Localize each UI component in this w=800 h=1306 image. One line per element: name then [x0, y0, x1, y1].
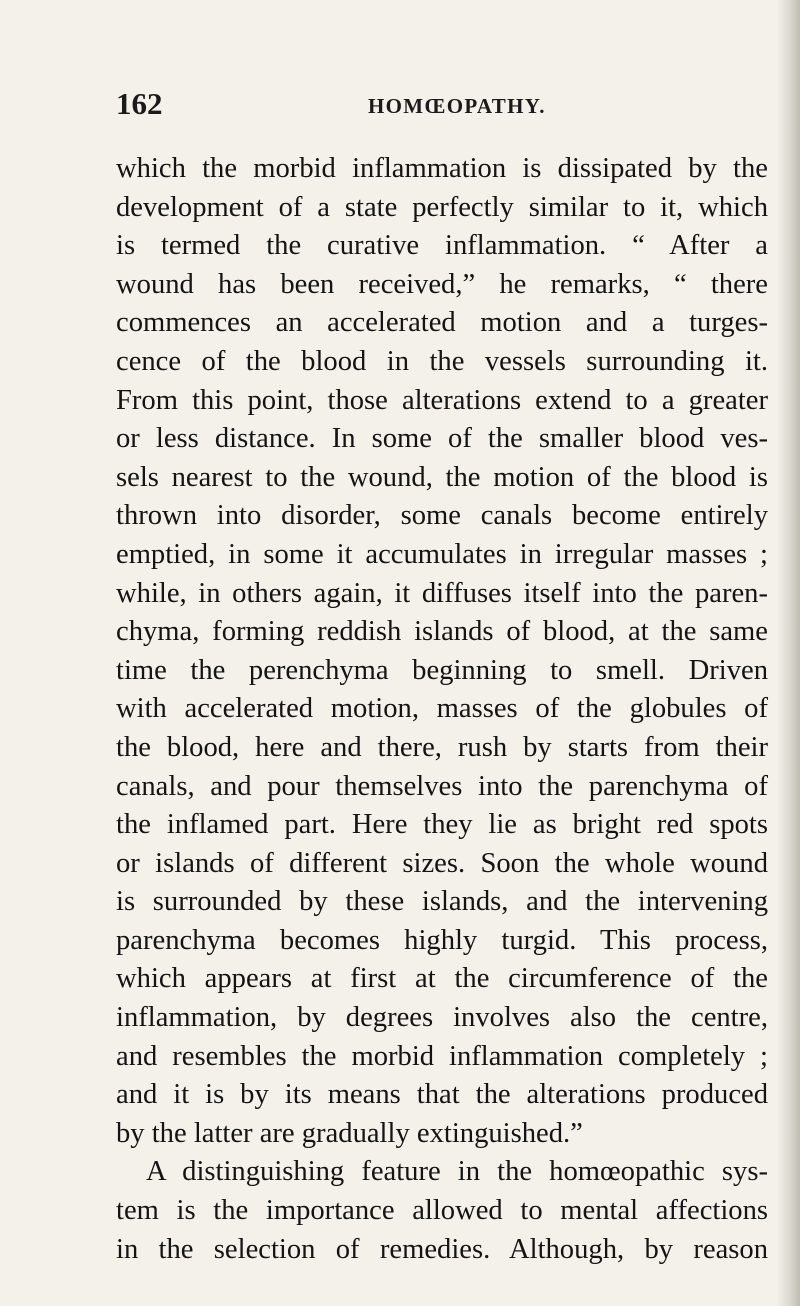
text-line: time the perenchyma beginning to smell. Driven	[116, 654, 768, 686]
text-line: thrown into disorder, some canals become entirely	[116, 500, 768, 532]
text-line: inflammation, by degrees involves also the centre,	[116, 1002, 768, 1034]
text-line: and resembles the morbid inflammation completely ;	[116, 1040, 768, 1072]
text-line: canals, and pour themselves into the parenchyma of	[116, 770, 768, 802]
text-line: which appears at first at the circumference of the	[116, 963, 768, 995]
text-line: chyma, forming reddish islands of blood, at the same	[116, 616, 768, 648]
text-line: cence of the blood in the vessels surrounding it.	[116, 345, 768, 377]
text-line: wound has been received,” he remarks, “ there	[116, 268, 768, 300]
running-head	[116, 86, 756, 126]
text-line: emptied, in some it accumulates in irregular masses ;	[116, 538, 768, 570]
text-line: parenchyma becomes highly turgid. This process,	[116, 924, 768, 956]
text-line: while, in others again, it diffuses itself into the paren-	[116, 577, 768, 609]
text-line: development of a state perfectly similar to it, which	[116, 191, 768, 223]
text-line: From this point, those alterations extend to a greater	[116, 384, 768, 416]
text-line: which the morbid inflammation is dissipated by the	[116, 153, 768, 184]
text-line: in the selection of remedies. Although, by reason	[116, 1233, 768, 1265]
text-line: sels nearest to the wound, the motion of the blood is	[116, 461, 768, 493]
text-line: with accelerated motion, masses of the globules of	[116, 693, 768, 725]
text-line: and it is by its means that the alterations produced	[116, 1079, 768, 1111]
text-line: the blood, here and there, rush by starts from their	[116, 731, 768, 763]
text-line: commences an accelerated motion and a turges-	[116, 307, 768, 339]
text-line: or less distance. In some of the smaller blood ves-	[116, 423, 768, 455]
text-line: or islands of different sizes. Soon the whole wound	[116, 847, 768, 879]
page-number: 162	[116, 86, 163, 121]
text-line: is termed the curative inflammation. “ After a	[116, 230, 768, 262]
text-line: the inflamed part. Here they lie as bright red spots	[116, 809, 768, 841]
text-line: is surrounded by these islands, and the intervening	[116, 886, 768, 918]
text-line-paragraph-end: by the latter are gradually extinguished.”	[116, 1117, 583, 1149]
text-line-paragraph-start: A distinguishing feature in the homœopathic sys-	[146, 1156, 768, 1188]
text-line: tem is the importance allowed to mental affections	[116, 1195, 768, 1227]
body-text	[116, 150, 768, 1269]
running-title: HOMŒOPATHY.	[368, 94, 546, 118]
page-edge-shadow	[776, 0, 800, 1306]
